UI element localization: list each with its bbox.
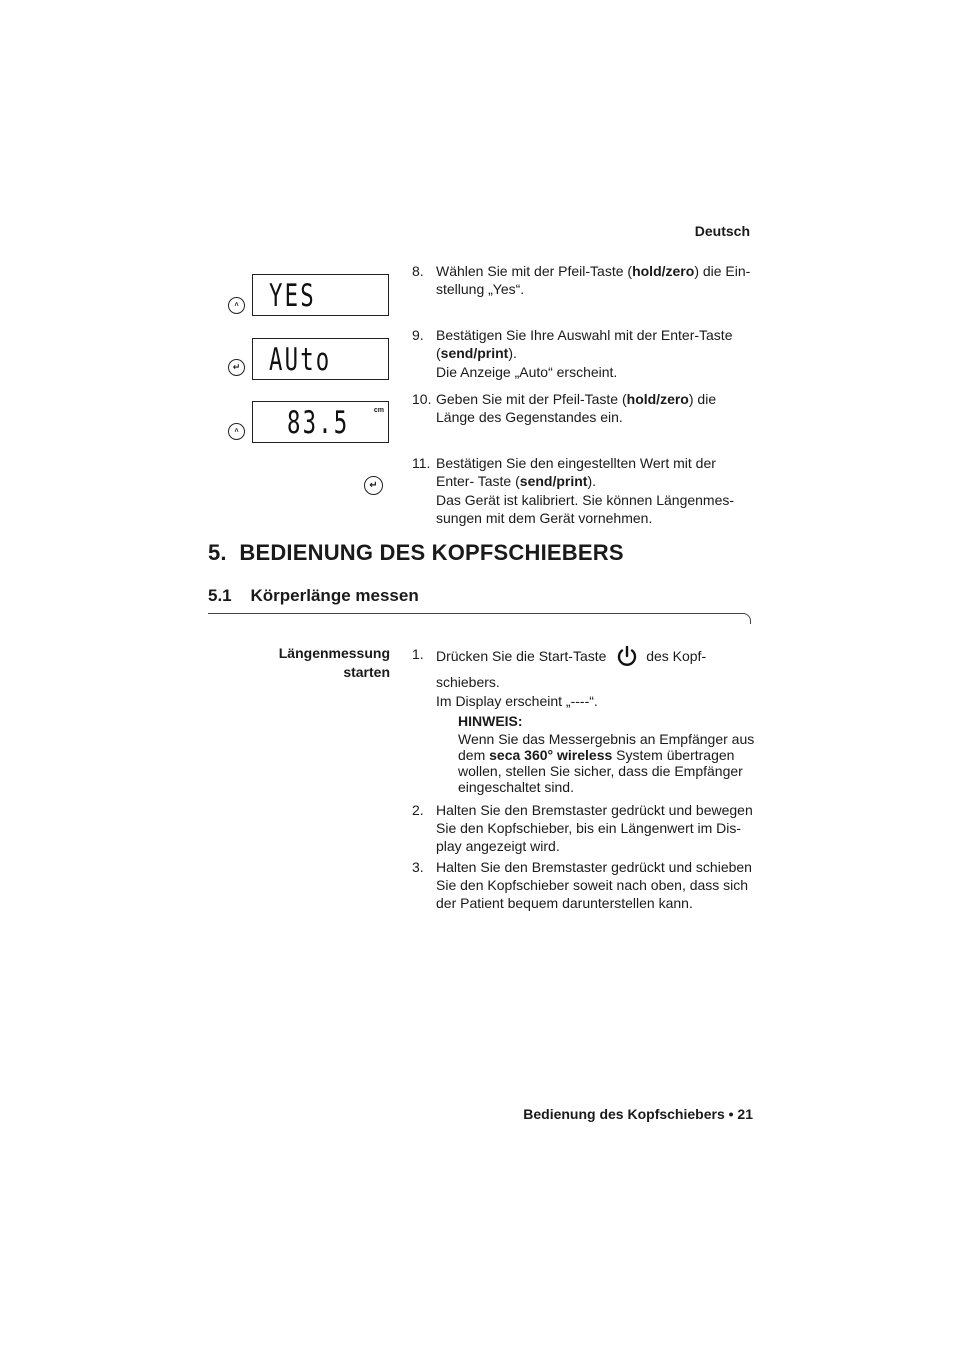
note-title: HINWEIS:: [458, 713, 523, 729]
step-2: [412, 801, 757, 855]
step-9: [412, 326, 757, 381]
step-text: Drücken Sie die Start-Taste des Kopf-: [436, 645, 757, 671]
section-rule-corner: [742, 613, 751, 624]
step-result: Im Display erscheint „----“.: [436, 693, 598, 709]
side-heading-line: starten: [343, 664, 390, 680]
section-heading: 5. BEDIENUNG DES KOPFSCHIEBERS: [208, 540, 624, 565]
note-box: [458, 713, 758, 795]
step-11: [412, 454, 757, 527]
step-text: Halten Sie den Bremstaster gedrückt und bewegen Sie den Kopfschieber, bis ein Längenwert im Dis- play angezeigt wird.: [436, 802, 753, 854]
step-number: 10.: [412, 391, 432, 407]
lcd-display-value: [252, 401, 389, 443]
side-heading-line: Längenmessung: [278, 645, 390, 661]
page-footer: Bedienung des Kopfschiebers • 21: [523, 1106, 753, 1122]
lcd-unit: cm: [373, 407, 384, 414]
enter-icon: ↵: [228, 359, 245, 376]
note-text: Wenn Sie das Messergebnis an Empfänger aus dem seca 360° wireless System übertragen wollen, stellen Sie sicher, dass die Empfänger eingeschaltet sind.: [458, 731, 755, 795]
step-result: Das Gerät ist kalibriert. Sie können Längenmes- sungen mit dem Gerät vornehmen.: [436, 492, 735, 526]
step-text-continued: schiebers.: [436, 674, 500, 690]
step-8: [412, 262, 757, 298]
lcd-text: 83.5: [287, 405, 350, 441]
step-text: Halten Sie den Bremstaster gedrückt und schieben Sie den Kopfschieber soweit nach oben, dass sich der Patient bequem darunterstellen kann.: [436, 859, 752, 911]
step-text: Geben Sie mit der Pfeil-Taste (hold/zero) die Länge des Gegenstandes ein.: [436, 391, 717, 425]
step-text: Bestätigen Sie Ihre Auswahl mit der Enter-Taste (send/print).: [436, 327, 733, 361]
step-number: 2.: [412, 802, 424, 818]
up-arrow-icon: ˄: [228, 297, 245, 314]
step-10: [412, 390, 757, 426]
step-number: 11.: [412, 455, 431, 471]
power-icon: [616, 645, 638, 671]
lcd-text: YES: [269, 278, 316, 314]
step-result: Die Anzeige „Auto“ erscheint.: [436, 364, 618, 380]
step-1: [412, 645, 757, 710]
step-text: Wählen Sie mit der Pfeil-Taste (hold/zero) die Ein- stellung „Yes“.: [436, 263, 751, 297]
step-text: Bestätigen Sie den eingestellten Wert mit der Enter- Taste (send/print).: [436, 455, 716, 489]
step-number: 1.: [412, 646, 424, 662]
enter-icon: ↵: [364, 476, 383, 495]
language-label: Deutsch: [694, 223, 750, 239]
lcd-text: AUto: [269, 342, 332, 378]
step-3: [412, 858, 757, 912]
subsection-heading: 5.1 Körperlänge messen: [208, 586, 419, 605]
side-heading: [230, 644, 390, 682]
step-number: 9.: [412, 327, 424, 343]
section-rule: [208, 613, 743, 614]
lcd-display-auto: [252, 338, 389, 380]
lcd-display-yes: [252, 274, 389, 316]
step-number: 3.: [412, 859, 424, 875]
up-arrow-icon: ˄: [228, 423, 245, 440]
step-number: 8.: [412, 263, 424, 279]
